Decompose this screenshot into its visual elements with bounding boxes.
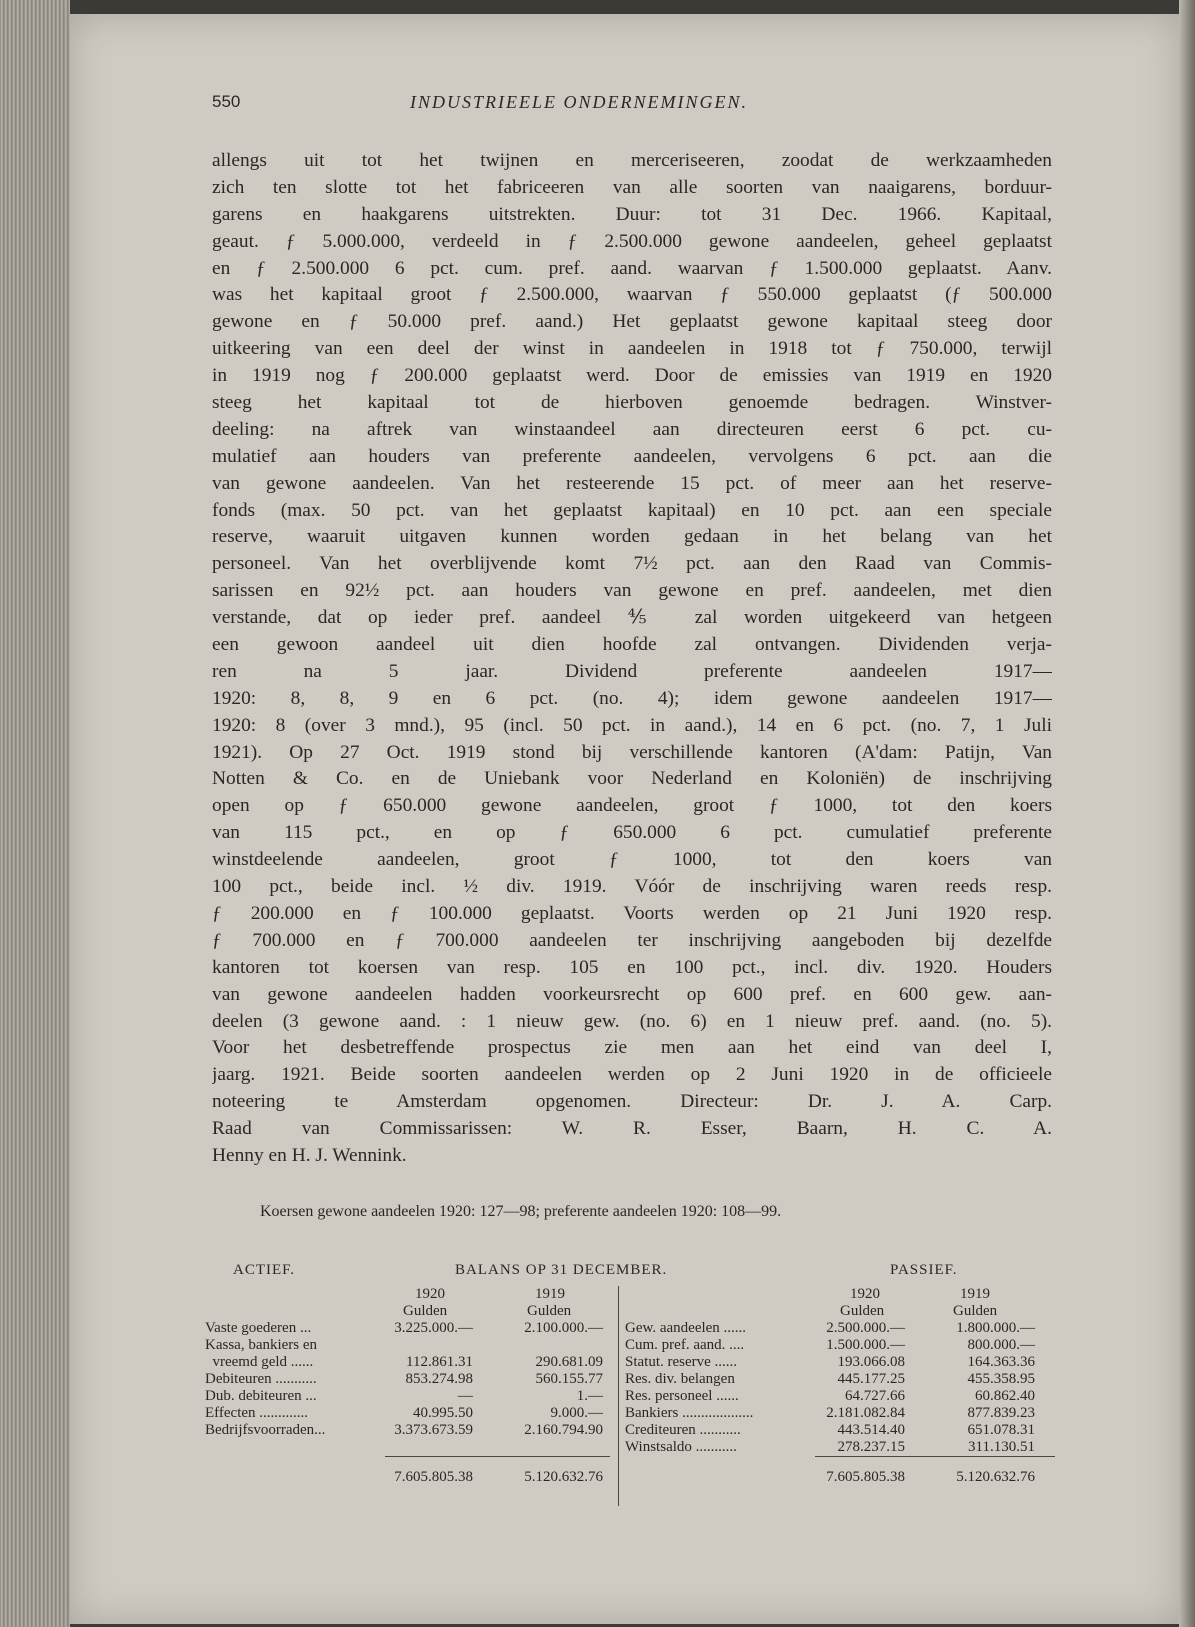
asset-value-1920: — xyxy=(458,1388,473,1404)
asset-label: vreemd geld ...... xyxy=(205,1354,314,1370)
running-title: INDUSTRIEELE ONDERNEMINGEN. xyxy=(410,92,748,112)
text-line: garens en haakgarens uitstrekten. Duur: tot 31 Dec. 1966. Kapitaal, xyxy=(212,203,1052,225)
text-line: open op ƒ 650.000 gewone aandeelen, groot ƒ 1000, tot den koers xyxy=(212,795,1052,817)
asset-value-1920: 40.995.50 xyxy=(413,1405,473,1421)
liabilities-year-1919: 1919 xyxy=(960,1286,990,1302)
asset-value-1920: 3.225.000.— xyxy=(394,1320,473,1336)
liability-value-1920: 193.066.08 xyxy=(837,1354,905,1370)
liability-row xyxy=(625,1422,1035,1439)
liability-label: Res. personeel ...... xyxy=(625,1388,739,1404)
text-line: deeling: na aftrek van winstaandeel aan directeuren eerst 6 pct. cu- xyxy=(212,418,1052,440)
assets-total-1919: 5.120.632.76 xyxy=(524,1469,603,1485)
liability-row xyxy=(625,1371,1035,1388)
text-line: allengs uit tot het twijnen en merceriseeren, zoodat de werkzaamheden xyxy=(212,150,1052,171)
body-paragraph xyxy=(212,148,1052,1170)
text-line: verstande, dat op ieder pref. aandeel ⅘ zal worden uitgekeerd van hetgeen xyxy=(212,607,1052,629)
text-line: kantoren tot koersen van resp. 105 en 100 pct., incl. div. 1920. Houders xyxy=(212,956,1052,978)
text-line: van gewone aandeelen. Van het resteerende 15 pct. of meer aan het reserve- xyxy=(212,472,1052,494)
text-line: in 1919 nog ƒ 200.000 geplaatst werd. Door de emissies van 1919 en 1920 xyxy=(212,365,1052,387)
text-line: sarissen en 92½ pct. aan houders van gewone en pref. aandeelen, met dien xyxy=(212,580,1052,602)
page-number: 550 xyxy=(212,92,241,111)
assets-year-1919: 1919 xyxy=(535,1286,565,1302)
asset-value-1919: 2.160.794.90 xyxy=(524,1422,603,1438)
liabilities-unit-1920: Gulden xyxy=(840,1303,885,1319)
liability-label: Bankiers ................... xyxy=(625,1405,754,1421)
text-line: geaut. ƒ 5.000.000, verdeeld in ƒ 2.500.000 gewone aandeelen, geheel geplaatst xyxy=(212,230,1052,252)
text-line: Raad van Commissarissen: W. R. Esser, Baarn, H. C. A. xyxy=(212,1118,1052,1140)
liability-value-1919: 311.130.51 xyxy=(968,1439,1035,1455)
text-line: zich ten slotte tot het fabriceeren van alle soorten van naaigarens, borduur- xyxy=(212,176,1052,198)
book-binding-edge xyxy=(1179,0,1195,1627)
liability-row xyxy=(625,1405,1035,1422)
asset-label: Kassa, bankiers en xyxy=(205,1337,318,1353)
asset-row xyxy=(205,1354,603,1371)
liability-value-1920: 64.727.66 xyxy=(845,1388,905,1404)
liabilities-heading: PASSIEF. xyxy=(890,1262,958,1278)
text-line: personeel. Van het overblijvende komt 7½ pct. aan den Raad van Commis- xyxy=(212,553,1052,575)
text-line: mulatief aan houders van preferente aandeelen, vervolgens 6 pct. aan die xyxy=(212,445,1052,467)
share-price-line: Koersen gewone aandeelen 1920: 127—98; preferente aandeelen 1920: 108—99. xyxy=(260,1203,782,1220)
text-line: 1921). Op 27 Oct. 1919 stond bij verschillende kantoren (A'dam: Patijn, Van xyxy=(212,741,1052,763)
asset-value-1919: 560.155.77 xyxy=(535,1371,603,1387)
text-line: van 115 pct., en op ƒ 650.000 6 pct. cumulatief preferente xyxy=(212,822,1052,844)
text-line: noteering te Amsterdam opgenomen. Directeur: Dr. J. A. Carp. xyxy=(212,1091,1052,1113)
asset-label: Vaste goederen ... xyxy=(205,1320,312,1336)
text-line: fonds (max. 50 pct. van het geplaatst kapitaal) en 10 pct. aan een speciale xyxy=(212,499,1052,521)
liability-label: Winstsaldo ........... xyxy=(625,1439,737,1455)
liability-label: Statut. reserve ...... xyxy=(625,1354,738,1370)
text-line: 1920: 8 (over 3 mnd.), 95 (incl. 50 pct. in aand.), 14 en 6 pct. (no. 7, 1 Juli xyxy=(212,714,1052,736)
text-line: winstdeelende aandeelen, groot ƒ 1000, tot den koers van xyxy=(212,849,1052,871)
asset-row xyxy=(205,1337,603,1354)
liability-value-1920: 2.181.082.84 xyxy=(826,1405,905,1421)
asset-value-1919: 2.100.000.— xyxy=(524,1320,603,1336)
liabilities-year-1920: 1920 xyxy=(850,1286,880,1302)
liability-row xyxy=(625,1354,1035,1371)
balance-sheet xyxy=(205,1262,1055,1502)
liability-value-1920: 445.177.25 xyxy=(837,1371,905,1387)
text-line: 1920: 8, 8, 9 en 6 pct. (no. 4); idem gewone aandeelen 1917— xyxy=(212,687,1052,709)
liability-value-1920: 443.514.40 xyxy=(837,1422,905,1438)
asset-label: Bedrijfsvoorraden... xyxy=(205,1422,326,1438)
text-line: ƒ 200.000 en ƒ 100.000 geplaatst. Voorts werden op 21 Juni 1920 resp. xyxy=(212,902,1052,924)
liabilities-total-1920: 7.605.805.38 xyxy=(826,1469,905,1485)
text-line: jaarg. 1921. Beide soorten aandeelen werden op 2 Juni 1920 in de officieele xyxy=(212,1064,1052,1086)
text-line: Voor het desbetreffende prospectus zie men aan het eind van deel I, xyxy=(212,1037,1052,1059)
assets-year-1920: 1920 xyxy=(415,1286,445,1302)
text-line: ƒ 700.000 en ƒ 700.000 aandeelen ter inschrijving aangeboden bij dezelfde xyxy=(212,929,1052,951)
text-line: een gewoon aandeel uit dien hoofde zal ontvangen. Dividenden verja- xyxy=(212,634,1052,656)
asset-label: Effecten ............. xyxy=(205,1405,309,1421)
liability-value-1919: 877.839.23 xyxy=(967,1405,1035,1421)
asset-label: Debiteuren ........... xyxy=(205,1371,317,1387)
asset-row xyxy=(205,1422,603,1439)
liability-value-1919: 651.078.31 xyxy=(967,1422,1035,1438)
assets-heading: ACTIEF. xyxy=(233,1262,296,1278)
asset-row xyxy=(205,1405,603,1422)
liability-row xyxy=(625,1388,1035,1405)
liability-value-1920: 1.500.000.— xyxy=(826,1337,905,1353)
text-line: gewone en ƒ 50.000 pref. aand.) Het geplaatst gewone kapitaal steeg door xyxy=(212,311,1052,333)
liability-row xyxy=(625,1337,1035,1354)
liability-value-1919: 1.800.000.— xyxy=(956,1320,1035,1336)
liability-value-1919: 164.363.36 xyxy=(967,1354,1035,1370)
asset-row xyxy=(205,1388,603,1405)
liability-label: Res. div. belangen xyxy=(625,1371,735,1387)
text-line: reserve, waaruit uitgaven kunnen worden gedaan in het belang van het xyxy=(212,526,1052,548)
asset-value-1920: 853.274.98 xyxy=(405,1371,473,1387)
liability-label: Crediteuren ........... xyxy=(625,1422,741,1438)
text-line: 100 pct., beide incl. ½ div. 1919. Vóór de inschrijving waren reeds resp. xyxy=(212,876,1052,898)
liability-label: Gew. aandeelen ...... xyxy=(625,1320,747,1336)
liability-label: Cum. pref. aand. .... xyxy=(625,1337,745,1353)
text-line: ren na 5 jaar. Dividend preferente aandeelen 1917— xyxy=(212,660,1052,682)
text-line: deelen (3 gewone aand. : 1 nieuw gew. (no. 6) en 1 nieuw pref. aand. (no. 5). xyxy=(212,1010,1052,1032)
text-line: en ƒ 2.500.000 6 pct. cum. pref. aand. waarvan ƒ 1.500.000 geplaatst. Aanv. xyxy=(212,257,1052,279)
asset-row xyxy=(205,1320,603,1337)
text-line: steeg het kapitaal tot de hierboven genoemde bedragen. Winstver- xyxy=(212,392,1052,414)
asset-row xyxy=(205,1371,603,1388)
balance-divider xyxy=(618,1286,619,1506)
text-line: uitkeering van een deel der winst in aandeelen in 1918 tot ƒ 750.000, terwijl xyxy=(212,338,1052,360)
liabilities-total-1919: 5.120.632.76 xyxy=(956,1469,1035,1485)
asset-value-1919: 9.000.— xyxy=(550,1405,603,1421)
liability-row xyxy=(625,1320,1035,1337)
asset-value-1920: 112.861.31 xyxy=(406,1354,473,1370)
text-line: van gewone aandeelen hadden voorkeursrecht op 600 pref. en 600 gew. aan- xyxy=(212,983,1052,1005)
assets-unit-1920: Gulden xyxy=(403,1303,448,1319)
liabilities-unit-1919: Gulden xyxy=(953,1303,998,1319)
liability-value-1920: 2.500.000.— xyxy=(826,1320,905,1336)
assets-sum-line xyxy=(385,1456,610,1457)
liability-value-1919: 455.358.95 xyxy=(967,1371,1035,1387)
asset-value-1919: 1.— xyxy=(576,1388,603,1404)
page-header xyxy=(212,92,1052,116)
liability-value-1920: 278.237.15 xyxy=(837,1439,905,1455)
text-line: Notten & Co. en de Uniebank voor Nederland en Koloniën) de inschrijving xyxy=(212,768,1052,790)
text-line: Henny en H. J. Wennink. xyxy=(212,1144,407,1166)
assets-unit-1919: Gulden xyxy=(527,1303,572,1319)
book-page-edges xyxy=(0,0,70,1627)
liability-value-1919: 800.000.— xyxy=(967,1337,1035,1353)
asset-value-1919: 290.681.09 xyxy=(535,1354,603,1370)
liabilities-sum-line xyxy=(815,1456,1055,1457)
assets-total-1920: 7.605.805.38 xyxy=(394,1469,473,1485)
balance-heading: BALANS OP 31 DECEMBER. xyxy=(455,1262,668,1278)
text-line: was het kapitaal groot ƒ 2.500.000, waarvan ƒ 550.000 geplaatst (ƒ 500.000 xyxy=(212,284,1052,306)
asset-label: Dub. debiteuren ... xyxy=(205,1388,317,1404)
liability-value-1919: 60.862.40 xyxy=(975,1388,1035,1404)
liability-row xyxy=(625,1439,1035,1456)
asset-value-1920: 3.373.673.59 xyxy=(394,1422,473,1438)
